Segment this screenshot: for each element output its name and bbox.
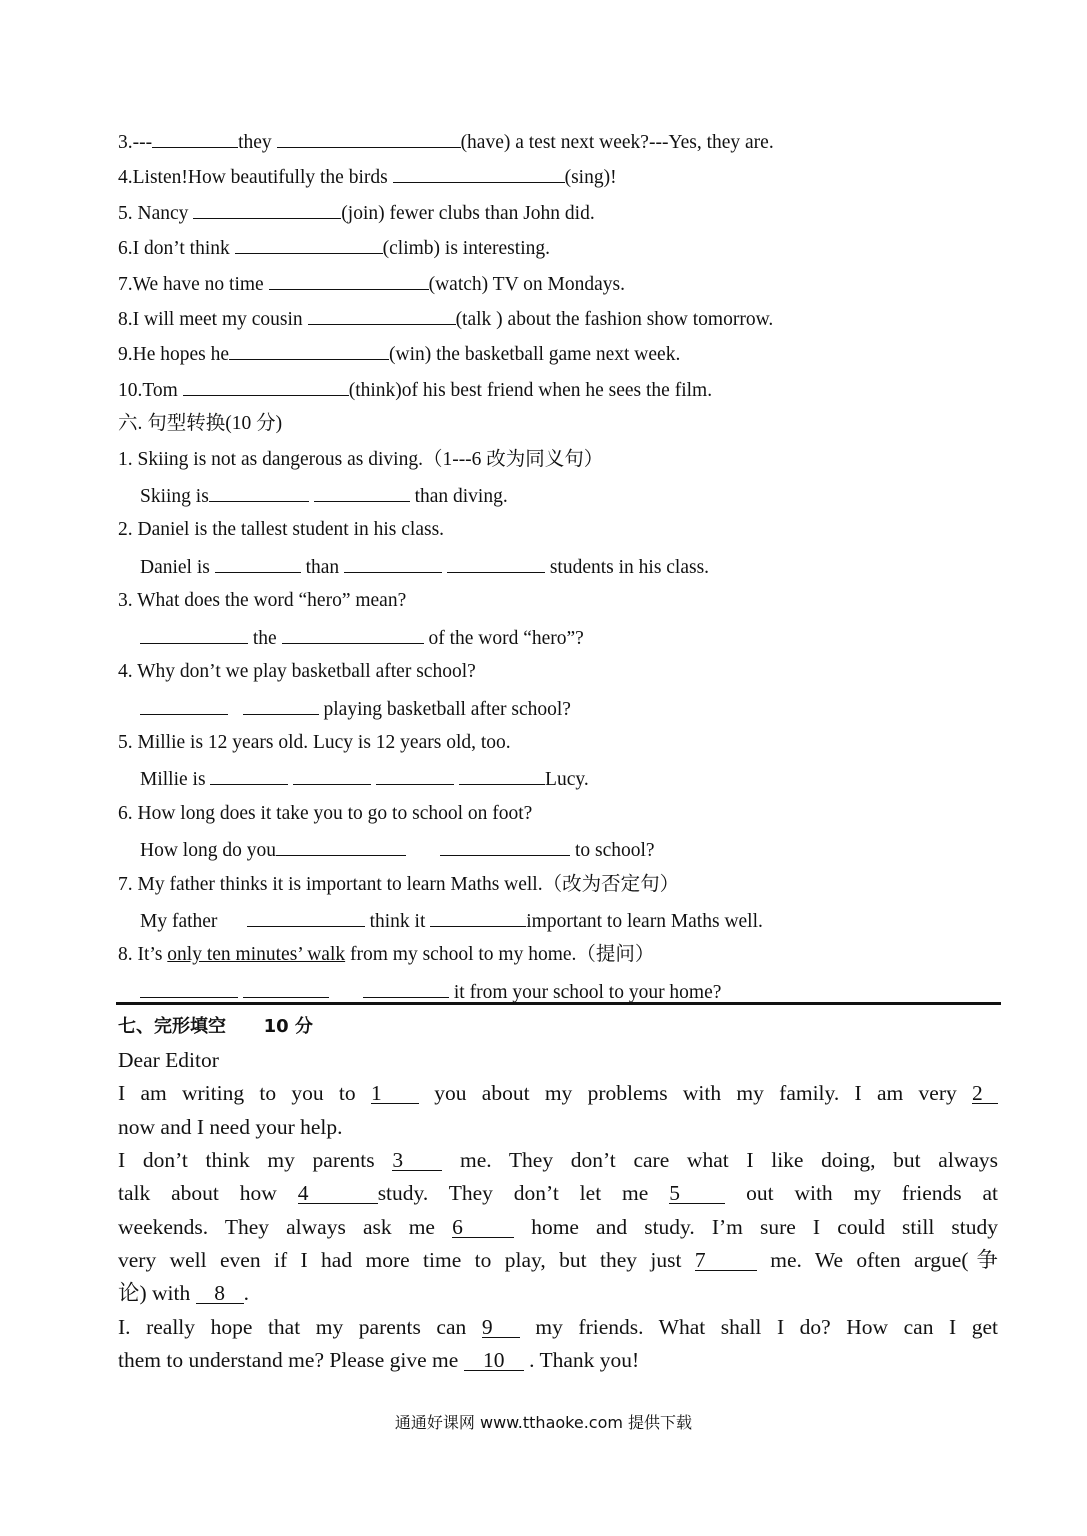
q6-3: 3. What does the word “hero” mean?	[118, 590, 407, 611]
q5-10: 10.Tom (think)of his best friend when he sees the film.	[118, 377, 712, 403]
cloze-line-4: talk about how 4 study. They don’t let me 5 out with my friends at	[118, 1181, 999, 1205]
q5-8: 8.I will meet my cousin (talk ) about the fashion show tomorrow.	[118, 306, 773, 332]
cloze-line-1: I am writing to you to 1 you about my problems with my family. I am very 2	[118, 1081, 998, 1105]
blank	[363, 979, 449, 998]
q5-9: 9.He hopes he (win) the basketball game next week.	[118, 341, 680, 367]
blank	[344, 554, 442, 573]
blank	[209, 483, 309, 502]
blank	[247, 908, 365, 927]
q6-5: 5. Millie is 12 years old. Lucy is 12 years old, too.	[118, 732, 511, 753]
cloze-blank-3: 3	[392, 1150, 442, 1171]
q5-7: 7.We have no time (watch) TV on Mondays.	[118, 271, 625, 297]
cloze-line-8: I. really hope that my parents can 9 my friends. What shall I do? How can I get	[118, 1315, 999, 1339]
q6-7: 7. My father thinks it is important to learn Maths well.（改为否定句）	[118, 874, 680, 895]
q6-1: 1. Skiing is not as dangerous as diving.（1---6 改为同义句）	[118, 449, 604, 470]
blank	[243, 696, 319, 715]
q5-3: 3.--- they (have) a test next week?---Yes, they are.	[118, 129, 774, 155]
cloze-blank-6: 6	[452, 1217, 514, 1238]
blank	[314, 483, 410, 502]
blank	[459, 766, 545, 785]
q6-2: 2. Daniel is the tallest student in his class.	[118, 519, 445, 540]
q6-2-answer: Daniel is than students in his class.	[140, 554, 709, 580]
cloze-blank-4: 4	[298, 1183, 378, 1204]
q6-6: 6. How long does it take you to go to school on foot?	[118, 803, 533, 824]
blank	[276, 837, 406, 856]
footer-credit: 通通好课网 www.tthaoke.com 提供下载	[394, 1413, 693, 1432]
cloze-blank-1: 1	[371, 1083, 419, 1104]
blank	[215, 554, 301, 573]
salutation: Dear Editor	[118, 1048, 219, 1072]
cloze-blank-9: 9	[482, 1317, 520, 1338]
section-divider	[116, 1002, 1001, 1005]
q6-4-answer: playing basketball after school?	[140, 696, 571, 722]
blank	[440, 837, 570, 856]
q5-6: 6.I don’t think (climb) is interesting.	[118, 235, 550, 261]
cloze-blank-8: 8	[196, 1283, 244, 1304]
blank	[447, 554, 545, 573]
blank	[210, 766, 288, 785]
blank	[193, 200, 341, 219]
cloze-line-9: them to understand me? Please give me 10 . Thank you!	[118, 1348, 640, 1372]
q6-6-answer: How long do you to school?	[140, 837, 655, 863]
q6-7-answer: My father think it important to learn Maths well.	[140, 908, 763, 934]
cloze-line-7: 论) with 8 .	[118, 1281, 250, 1305]
blank	[235, 235, 383, 254]
blank	[376, 766, 454, 785]
q6-8: 8. It’s only ten minutes’ walk from my school to my home.（提问）	[118, 944, 655, 965]
blank	[140, 625, 248, 644]
q5-4: 4.Listen!How beautifully the birds (sing)!	[118, 164, 617, 190]
section7-heading: 七、完形填空 10 分	[118, 1016, 313, 1037]
cloze-blank-2: 2	[972, 1083, 998, 1104]
q6-3-answer: the of the word “hero”?	[140, 625, 584, 651]
blank	[183, 377, 349, 396]
q5-5: 5. Nancy (join) fewer clubs than John did.	[118, 200, 595, 226]
blank	[293, 766, 371, 785]
blank	[140, 979, 238, 998]
cloze-line-3: I don’t think my parents 3 me. They don’t care what I like doing, but always	[118, 1148, 999, 1172]
blank	[140, 696, 228, 715]
cloze-blank-5: 5	[669, 1183, 725, 1204]
q6-8-answer: it from your school to your home?	[140, 979, 721, 1005]
blank	[430, 908, 526, 927]
cloze-blank-7: 7	[695, 1250, 757, 1271]
q6-4: 4. Why don’t we play basketball after school?	[118, 661, 476, 682]
q6-5-answer: Millie is Lucy.	[140, 766, 589, 792]
cloze-line-2: now and I need your help.	[118, 1115, 343, 1139]
section6-heading: 六. 句型转换(10 分)	[118, 413, 283, 434]
blank	[243, 979, 329, 998]
underlined-phrase: only ten minutes’ walk	[167, 944, 346, 965]
cloze-blank-10: 10	[464, 1350, 524, 1371]
q6-1-answer: Skiing is than diving.	[140, 483, 508, 509]
blank	[229, 341, 389, 360]
blank	[269, 271, 429, 290]
cloze-line-6: very well even if I had more time to play, but they just 7 me. We often argue(争	[118, 1248, 998, 1272]
blank	[308, 306, 456, 325]
blank	[393, 164, 565, 183]
cloze-line-5: weekends. They always ask me 6 home and study. I’m sure I could still study	[118, 1215, 999, 1239]
blank	[152, 129, 238, 148]
blank	[282, 625, 424, 644]
blank	[277, 129, 461, 148]
